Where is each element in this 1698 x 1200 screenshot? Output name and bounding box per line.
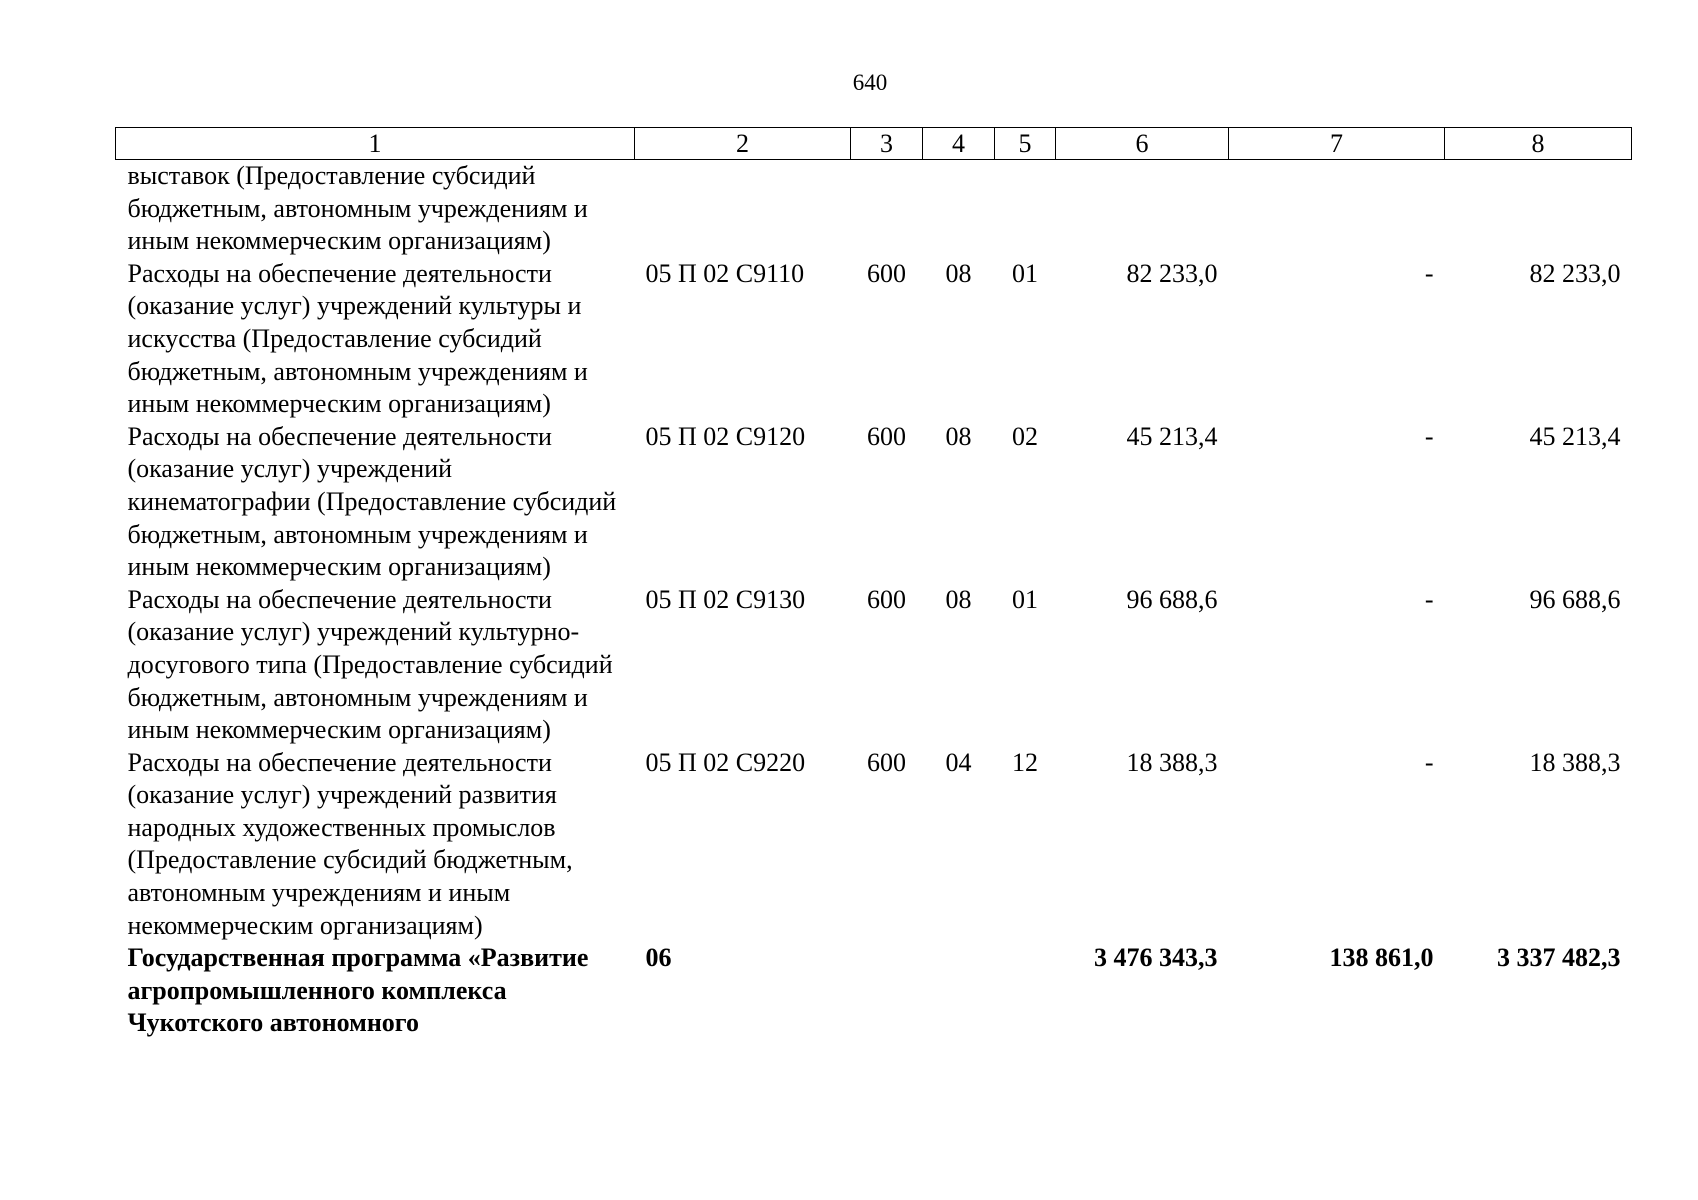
row-col-3: 600 xyxy=(867,421,906,451)
row-col-6 xyxy=(1056,160,1229,258)
row-col-3 xyxy=(851,160,923,258)
row-col-5 xyxy=(995,942,1056,1040)
table-header xyxy=(116,128,1632,160)
row-col-4: 08 xyxy=(945,421,972,451)
header-row xyxy=(116,128,1632,160)
page-number: 640 xyxy=(852,70,888,95)
header-col-4: 4 xyxy=(923,128,995,160)
row-col-4 xyxy=(923,942,995,1040)
row-col-7: - xyxy=(1424,584,1434,614)
row-col-4: 04 xyxy=(945,747,972,777)
row-col-4: 08 xyxy=(945,258,972,288)
header-col-2: 2 xyxy=(635,128,851,160)
header-col-3: 3 xyxy=(851,128,923,160)
row-col-7: - xyxy=(1424,747,1434,777)
row-name: Расходы на обеспечение деятельности (оказание услуг) учреждений культуры и искусства (Предоставление субсидий бюджетным, автономным учреждениям и иным некоммерческим организациям) xyxy=(127,258,588,419)
row-code: 05 П 02 С9220 xyxy=(645,747,806,777)
row-col-4 xyxy=(923,160,995,258)
row-name: выставок (Предоставление субсидий бюджетным, автономным учреждениям и иным некоммерческим организациям) xyxy=(127,161,588,256)
row-col-8: 96 688,6 xyxy=(1529,584,1621,614)
row-name: Расходы на обеспечение деятельности (оказание услуг) учреждений развития народных художественных промыслов (Предоставление субсидий бюджетным, автономным учреждениям и иным некоммерческим организациям) xyxy=(127,747,573,940)
row-col-6: 18 388,3 xyxy=(1126,747,1218,777)
row-col-5: 01 xyxy=(1012,258,1038,288)
row-col-6: 82 233,0 xyxy=(1126,258,1218,288)
row-col-8: 45 213,4 xyxy=(1529,421,1621,451)
row-col-7: - xyxy=(1424,421,1434,451)
row-col-3: 600 xyxy=(867,258,906,288)
row-code: 05 П 02 С9130 xyxy=(645,584,806,614)
row-name: Государственная программа «Развитие агропромышленного комплекса Чукотского автономного xyxy=(127,943,589,1038)
row-col-8 xyxy=(1445,160,1632,258)
row-name: Расходы на обеспечение деятельности (оказание услуг) учреждений кинематографии (Предоставление субсидий бюджетным, автономным учреждениям и иным некоммерческим организациям) xyxy=(127,421,617,582)
table-row xyxy=(116,747,1632,943)
row-name: Расходы на обеспечение деятельности (оказание услуг) учреждений культурно-досугового типа (Предоставление субсидий бюджетным, автономным учреждениям и иным некоммерческим организациям) xyxy=(127,584,613,745)
row-col-5: 12 xyxy=(1012,747,1038,777)
row-col-5: 02 xyxy=(1012,421,1038,451)
budget-table xyxy=(115,127,1632,1040)
table-row xyxy=(116,258,1632,421)
row-col-6: 3 476 343,3 xyxy=(1094,943,1218,973)
table-row xyxy=(116,584,1632,747)
row-code: 05 П 02 С9120 xyxy=(645,421,806,451)
row-col-7 xyxy=(1229,160,1445,258)
row-code xyxy=(635,160,851,258)
row-col-5 xyxy=(995,160,1056,258)
row-col-3 xyxy=(851,942,923,1040)
row-col-7: - xyxy=(1424,258,1434,288)
header-col-5: 5 xyxy=(995,128,1056,160)
header-col-1: 1 xyxy=(116,128,635,160)
header-col-8: 8 xyxy=(1445,128,1632,160)
row-col-7: 138 861,0 xyxy=(1329,943,1434,973)
table-row xyxy=(116,421,1632,584)
row-col-8: 18 388,3 xyxy=(1529,747,1621,777)
row-col-5: 01 xyxy=(1012,584,1038,614)
header-col-6: 6 xyxy=(1056,128,1229,160)
row-col-8: 82 233,0 xyxy=(1529,258,1621,288)
table-row xyxy=(116,160,1632,258)
row-col-6: 96 688,6 xyxy=(1126,584,1218,614)
row-code: 05 П 02 С9110 xyxy=(645,258,805,288)
table-body xyxy=(116,160,1632,1041)
row-code: 06 xyxy=(645,943,672,973)
header-col-7: 7 xyxy=(1229,128,1445,160)
row-col-3: 600 xyxy=(867,747,906,777)
row-col-3: 600 xyxy=(867,584,906,614)
row-col-8: 3 337 482,3 xyxy=(1497,943,1621,973)
row-col-6: 45 213,4 xyxy=(1126,421,1218,451)
table-row-program xyxy=(116,942,1632,1040)
row-col-4: 08 xyxy=(945,584,972,614)
